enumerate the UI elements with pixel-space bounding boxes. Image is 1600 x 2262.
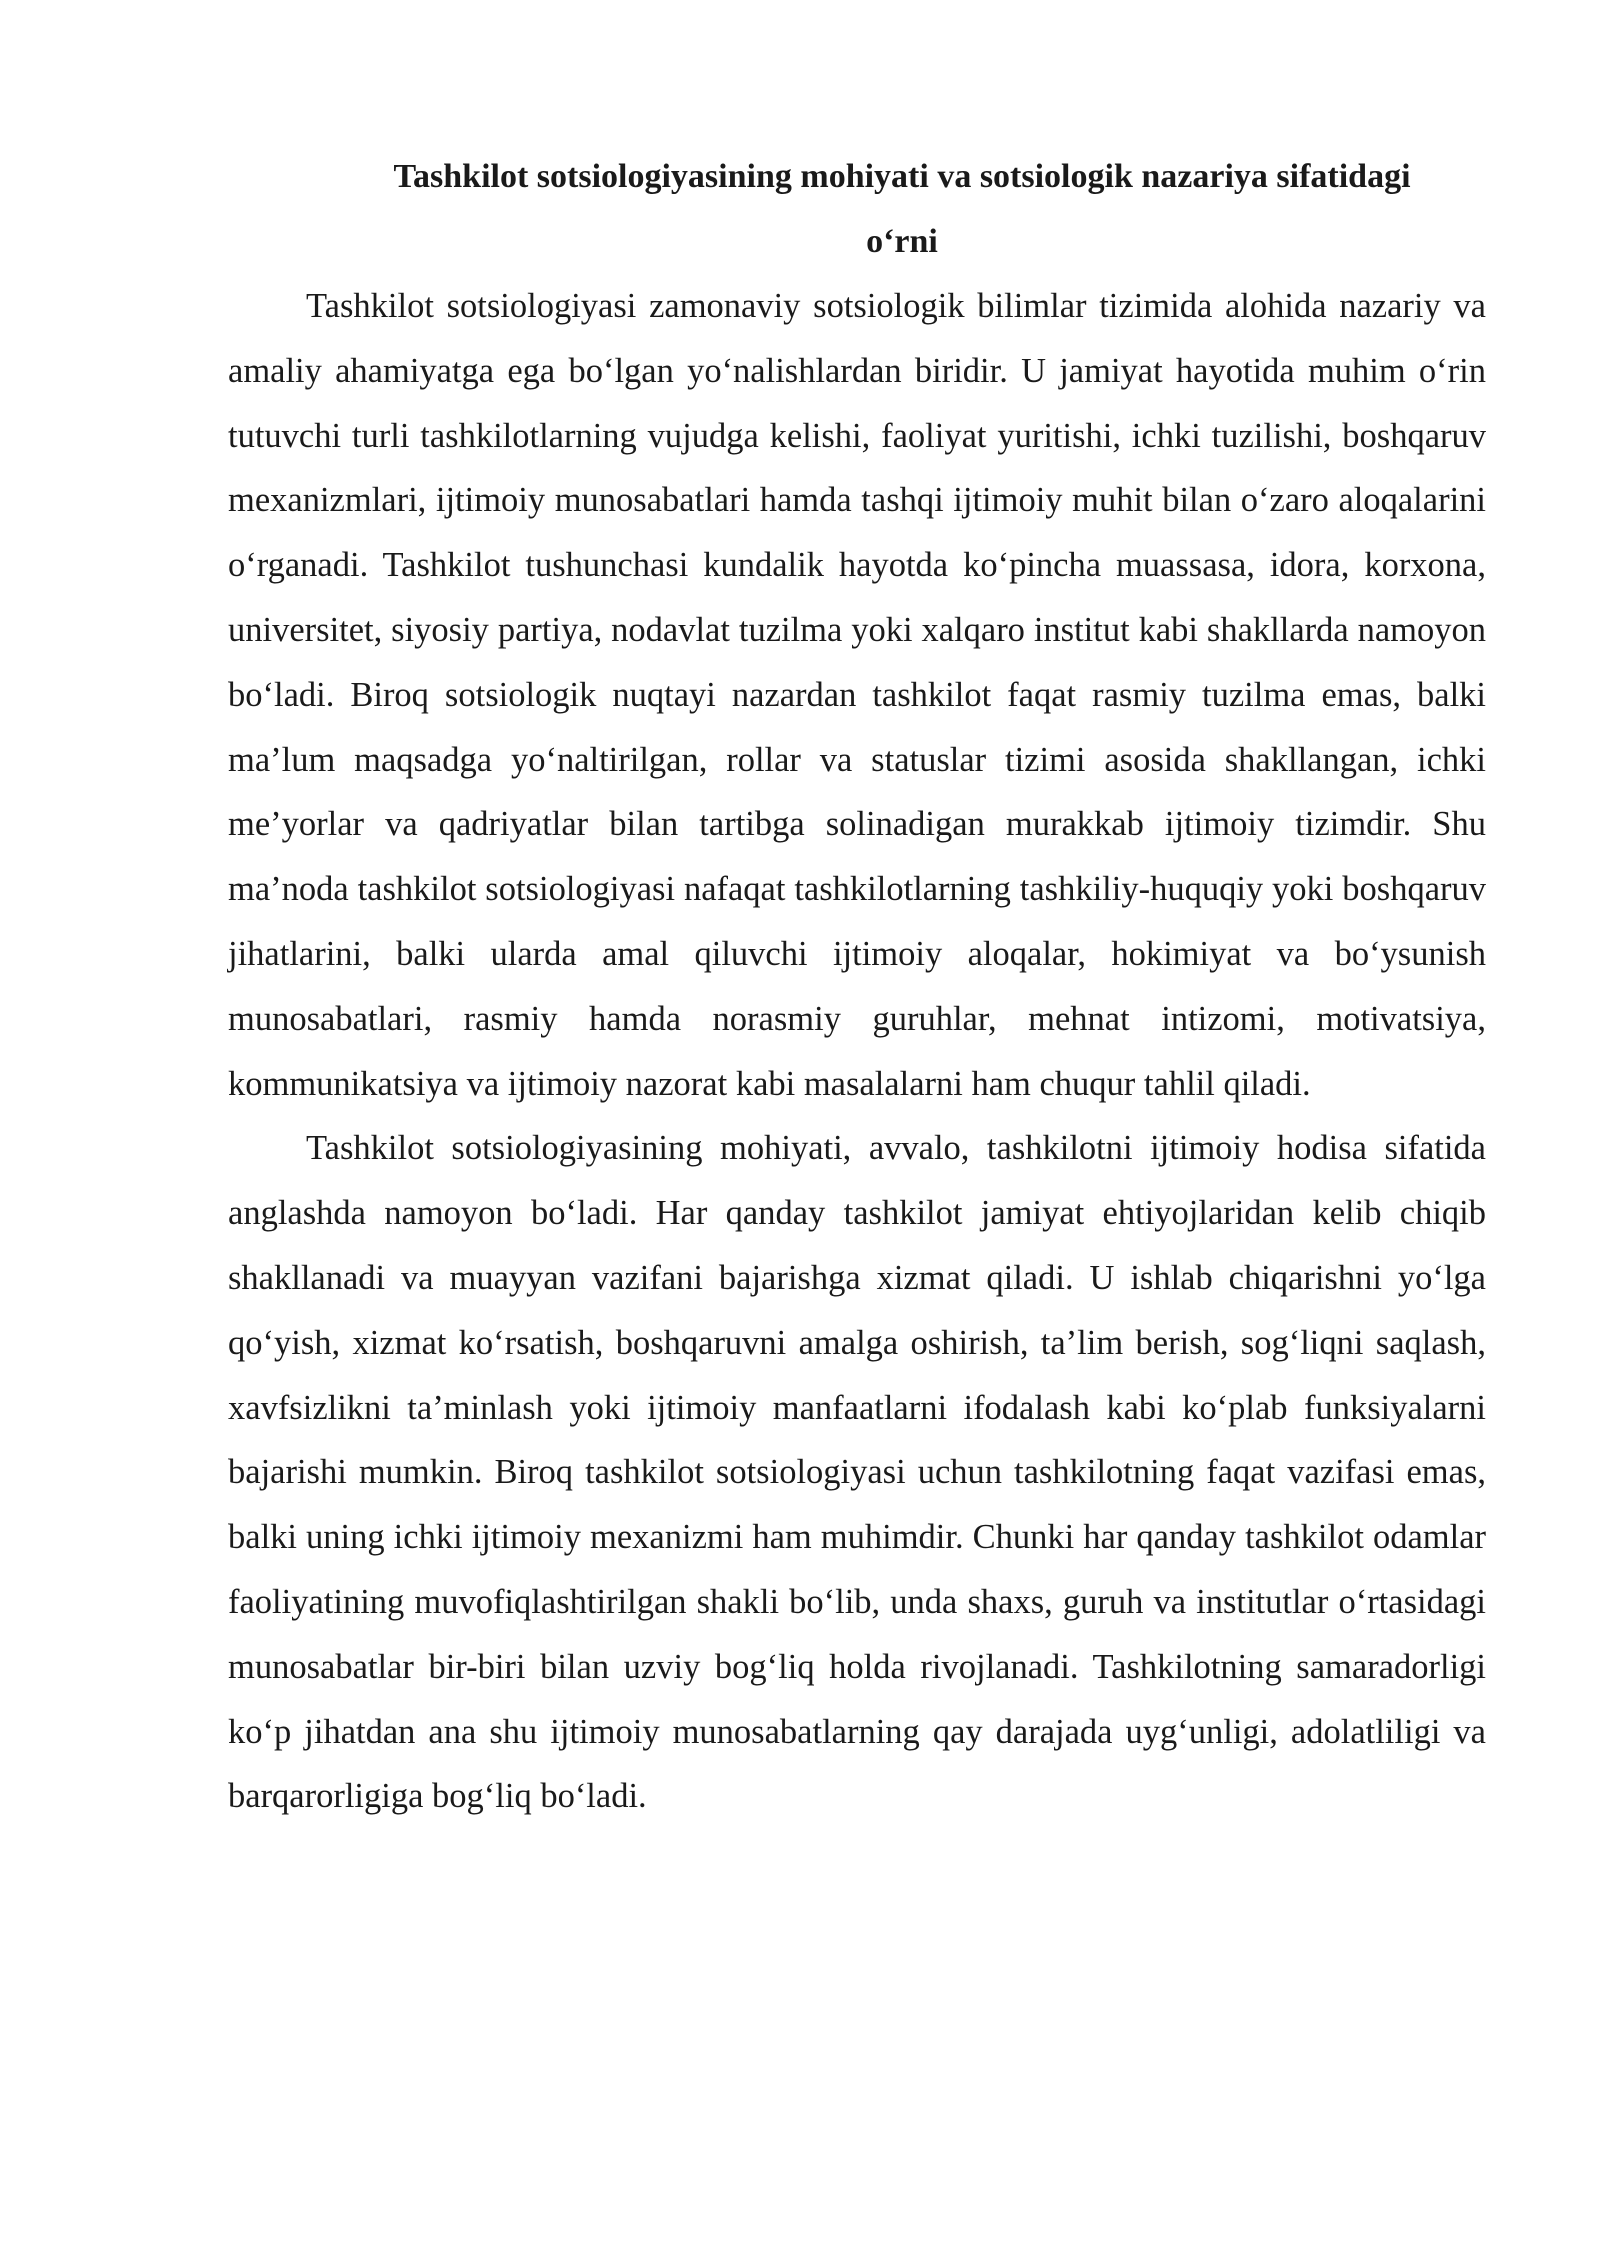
title-line-2: o‘rni [866,223,938,260]
document-title [228,144,1486,274]
title-line-1: Tashkilot sotsiologiyasining mohiyati va sotsiologik nazariya sifatidagi [393,158,1411,195]
paragraph-1: Tashkilot sotsiologiyasi zamonaviy sotsiologik bilimlar tizimida alohida nazariy va amaliy ahamiyatga ega bo‘lgan yo‘nalishlardan biridir. U jamiyat hayotida muhim o‘rin tutuvchi turli tashkilotlarning vujudga kelishi, faoliyat yuritishi, ichki tuzilishi, boshqaruv mexanizmlari, ijtimoiy munosabatlari hamda tashqi ijtimoiy muhit bilan o‘zaro aloqalarini o‘rganadi. Tashkilot tushunchasi kundalik hayotda ko‘pincha muassasa, idora, korxona, universitet, siyosiy partiya, nodavlat tuzilma yoki xalqaro institut kabi shakllarda namoyon bo‘ladi. Biroq sotsiologik nuqtayi nazardan tashkilot faqat rasmiy tuzilma emas, balki ma’lum maqsadga yo‘naltirilgan, rollar va statuslar tizimi asosida shakllangan, ichki me’yorlar va qadriyatlar bilan tartibga solinadigan murakkab ijtimoiy tizimdir. Shu ma’noda tashkilot sotsiologiyasi nafaqat tashkilotlarning tashkiliy-huquqiy yoki boshqaruv jihatlarini, balki ularda amal qiluvchi ijtimoiy aloqalar, hokimiyat va bo‘ysunish munosabatlari, rasmiy hamda norasmiy guruhlar, mehnat intizomi, motivatsiya, kommunikatsiya va ijtimoiy nazorat kabi masalalarni ham chuqur tahlil qiladi. [228,287,1486,1103]
paragraph-2: Tashkilot sotsiologiyasining mohiyati, avvalo, tashkilotni ijtimoiy hodisa sifatida anglashda namoyon bo‘ladi. Har qanday tashkilot jamiyat ehtiyojlaridan kelib chiqib shakllanadi va muayyan vazifani bajarishga xizmat qiladi. U ishlab chiqarishni yo‘lga qo‘yish, xizmat ko‘rsatish, boshqaruvni amalga oshirish, ta’lim berish, sog‘liqni saqlash, xavfsizlikni ta’minlash yoki ijtimoiy manfaatlarni ifodalash kabi ko‘plab funksiyalarni bajarishi mumkin. Biroq tashkilot sotsiologiyasi uchun tashkilotning faqat vazifasi emas, balki uning ichki ijtimoiy mexanizmi ham muhimdir. Chunki har qanday tashkilot odamlar faoliyatining muvofiqlashtirilgan shakli bo‘lib, unda shaxs, guruh va institutlar o‘rtasidagi munosabatlar bir-biri bilan uzviy bog‘liq holda rivojlanadi. Tashkilotning samaradorligi ko‘p jihatdan ana shu ijtimoiy munosabatlarning qay darajada uyg‘unligi, adolatliligi va barqarorligiga bog‘liq bo‘ladi. [228,1129,1486,1816]
document-content [228,144,1486,1829]
